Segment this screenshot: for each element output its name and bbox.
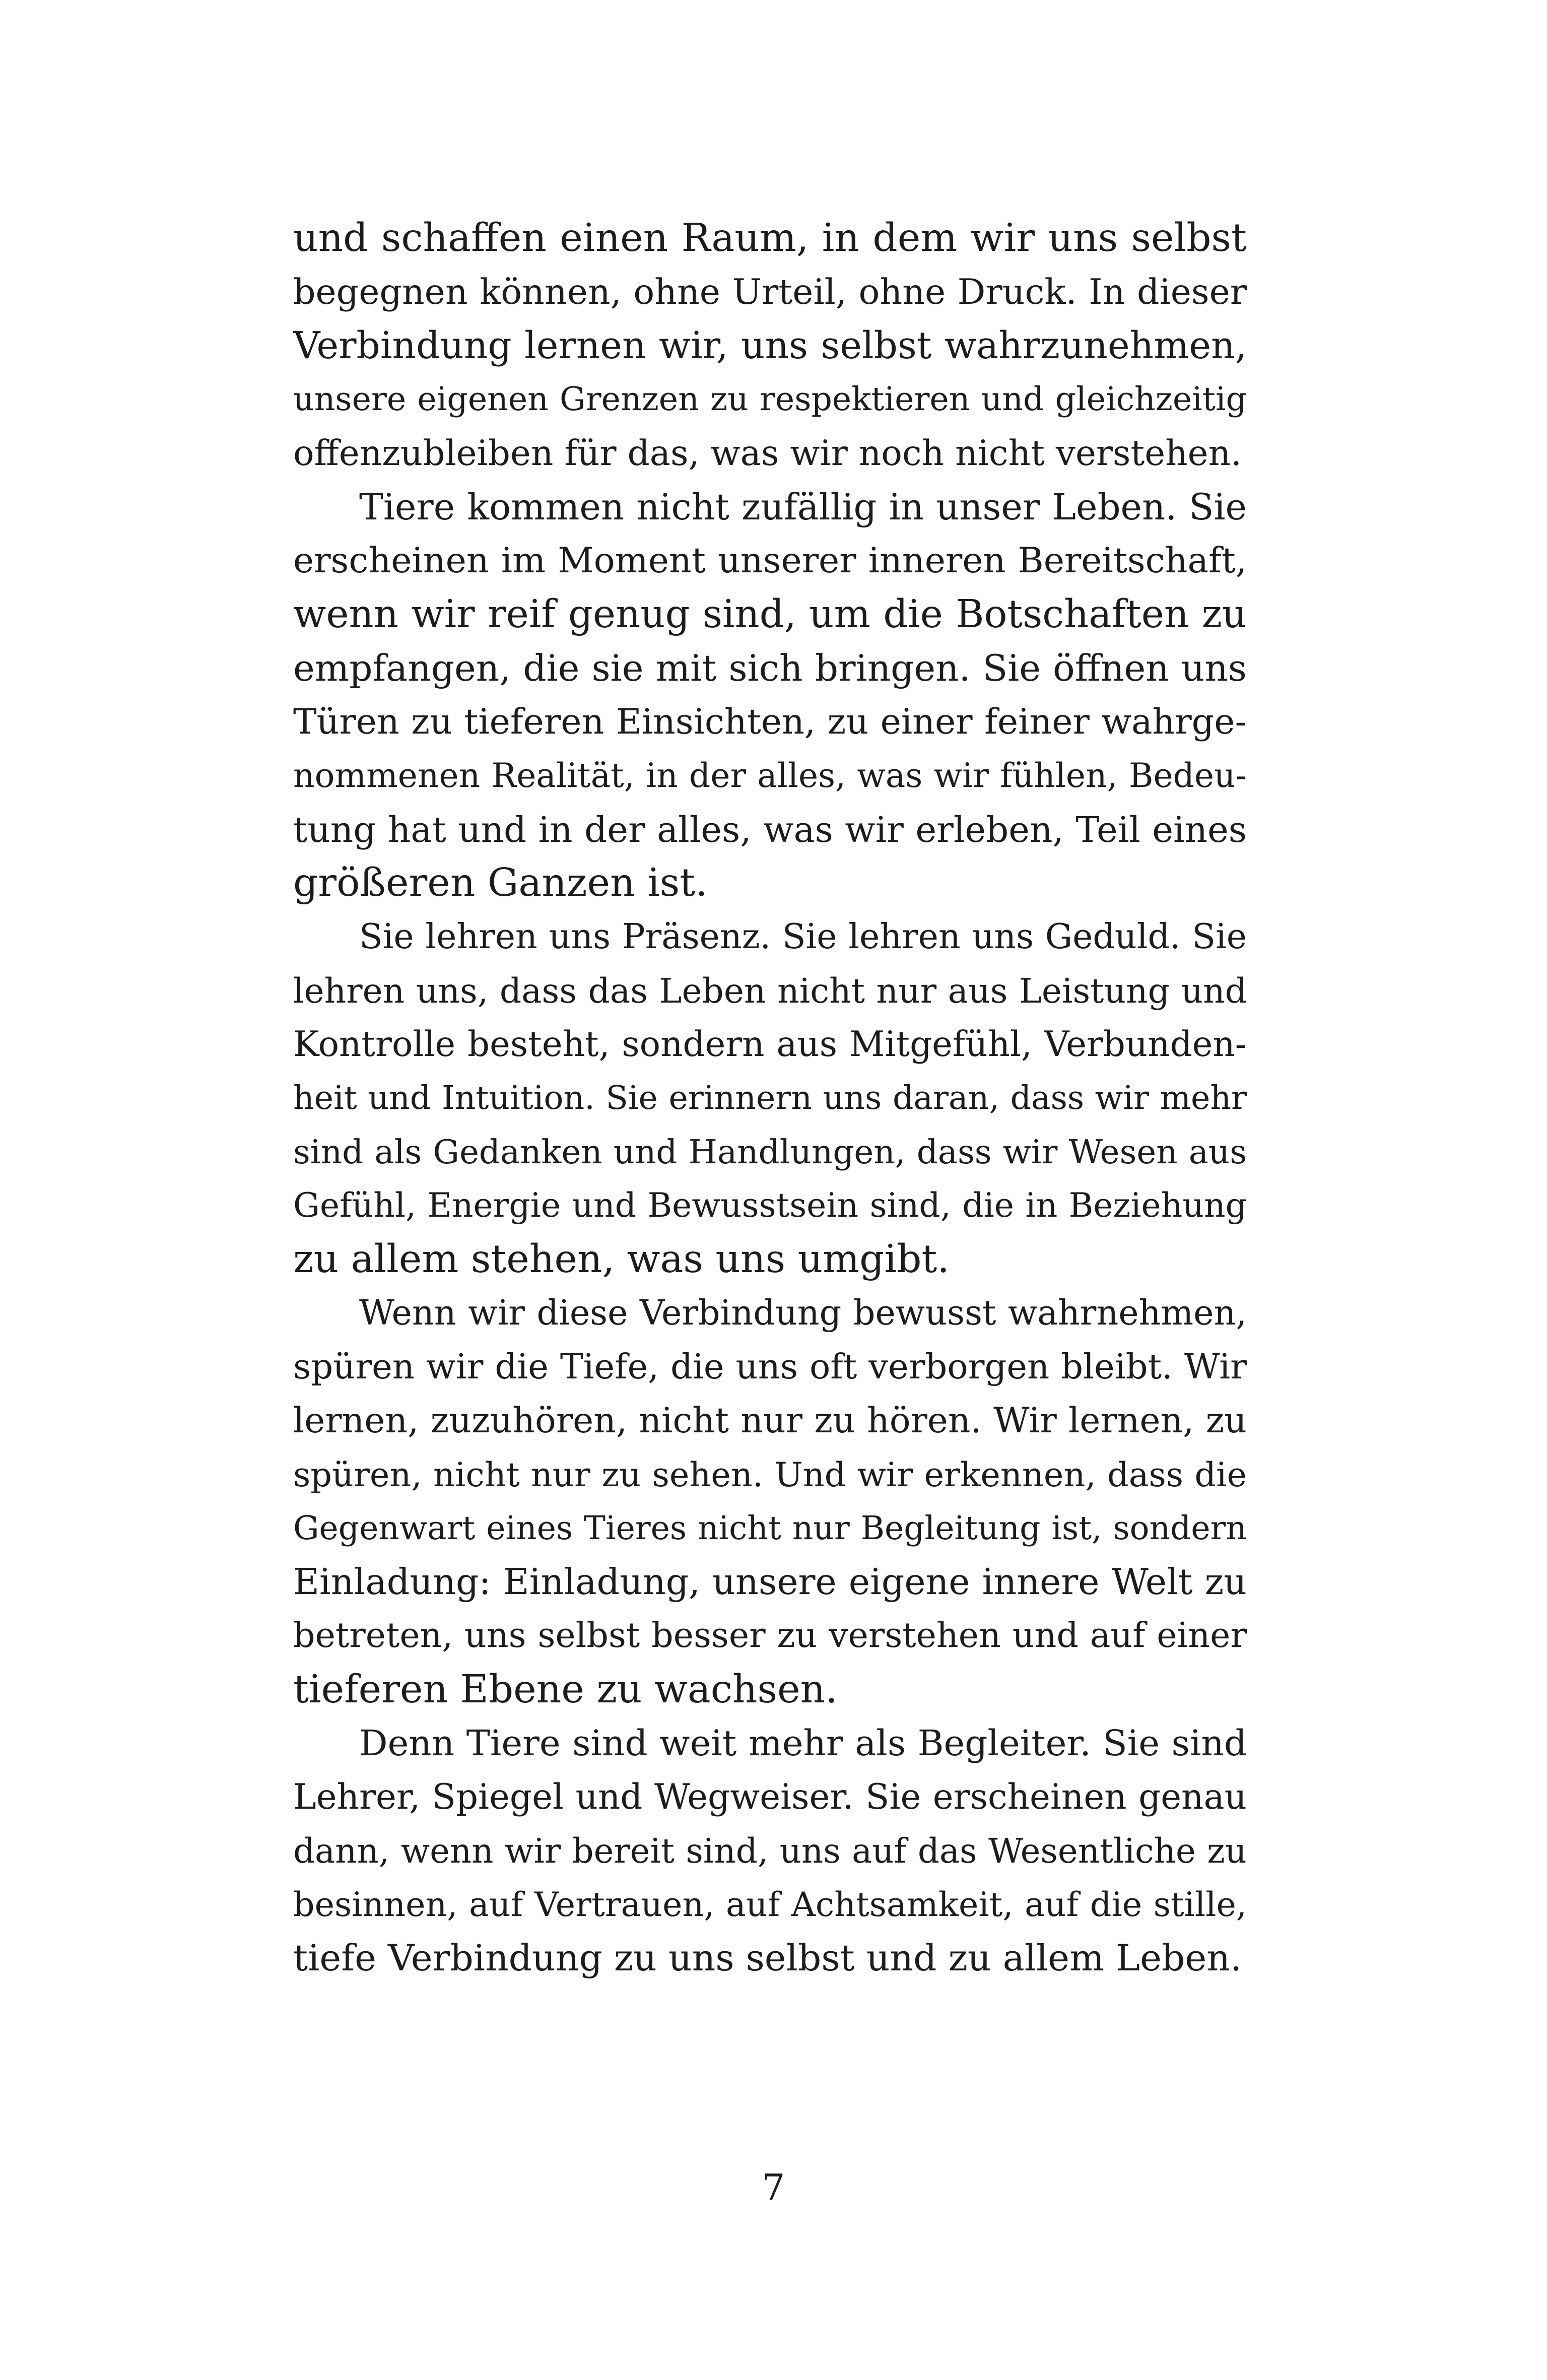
text-line: tiefe Verbindung zu uns selbst und zu allem Leben. <box>293 1937 1242 1979</box>
text-line: wenn wir reif genug sind, um die Botschaften zu <box>293 591 1247 637</box>
text-line: nommenen Realität, in der alles, was wir fühlen, Bedeu- <box>293 756 1247 795</box>
paragraph <box>293 1716 1247 1985</box>
text-line: spüren, nicht nur zu sehen. Und wir erkennen, dass die <box>293 1455 1247 1494</box>
paragraph <box>293 910 1247 1287</box>
text-line: Einladung: Einladung, unsere eigene innere Welt zu <box>293 1561 1247 1603</box>
text-line: erscheinen im Moment unserer inneren Bereitschaft, <box>293 540 1247 581</box>
text-line: Türen zu tieferen Einsichten, zu einer feiner wahrge- <box>293 701 1247 743</box>
paragraph <box>293 1287 1247 1717</box>
text-line: größeren Ganzen ist. <box>293 861 708 906</box>
paragraph <box>293 212 1247 480</box>
text-line: heit und Intuition. Sie erinnern uns daran, dass wir mehr <box>293 1079 1247 1117</box>
text-line: lehren uns, dass das Leben nicht nur aus Leistung und <box>293 970 1247 1011</box>
text-line: Sie lehren uns Präsenz. Sie lehren uns Geduld. Sie <box>359 916 1247 957</box>
text-line: Lehrer, Spiegel und Wegweiser. Sie erscheinen genau <box>293 1776 1247 1817</box>
text-line: begegnen können, ohne Urteil, ohne Druck. In dieser <box>293 271 1247 312</box>
text-line: Gefühl, Energie und Bewusstsein sind, die in Beziehung <box>293 1186 1247 1225</box>
text-line: tieferen Ebene zu wachsen. <box>293 1667 838 1712</box>
text-line: betreten, uns selbst besser zu verstehen und auf einer <box>293 1615 1247 1656</box>
text-line: Denn Tiere sind weit mehr als Begleiter. Sie sind <box>359 1722 1247 1764</box>
text-line: Tiere kommen nicht zufällig in unser Leben. Sie <box>359 486 1247 528</box>
text-line: unsere eigenen Grenzen zu respektieren und gleichzeitig <box>293 380 1247 419</box>
text-line: empfangen, die sie mit sich bringen. Sie öffnen uns <box>293 647 1247 690</box>
text-line: Kontrolle besteht, sondern aus Mitgefühl, Verbunden- <box>293 1024 1247 1065</box>
text-line: Gegenwart eines Tieres nicht nur Begleitung ist, sondern <box>293 1509 1247 1547</box>
paragraph <box>293 480 1247 910</box>
text-line: zu allem stehen, was uns umgibt. <box>293 1237 950 1282</box>
text-line: Verbindung lernen wir, uns selbst wahrzunehmen, <box>293 324 1247 368</box>
text-line: Wenn wir diese Verbindung bewusst wahrnehmen, <box>359 1293 1247 1333</box>
text-line: offenzubleiben für das, was wir noch nicht verstehen. <box>293 433 1242 474</box>
text-line: tung hat und in der alles, was wir erleben, Teil eines <box>293 808 1247 850</box>
text-line: besinnen, auf Vertrauen, auf Achtsamkeit, auf die stille, <box>293 1885 1247 1925</box>
text-line: sind als Gedanken und Handlungen, dass wir Wesen aus <box>293 1132 1247 1171</box>
body-text <box>293 212 1247 1986</box>
text-line: lernen, zuzuhören, nicht nur zu hören. Wir lernen, zu <box>293 1400 1247 1441</box>
page-number: 7 <box>762 2166 785 2209</box>
text-line: und schaffen einen Raum, in dem wir uns selbst <box>293 216 1247 260</box>
text-line: dann, wenn wir bereit sind, uns auf das Wesentliche zu <box>293 1831 1247 1871</box>
text-line: spüren wir die Tiefe, die uns oft verborgen bleibt. Wir <box>293 1347 1247 1387</box>
